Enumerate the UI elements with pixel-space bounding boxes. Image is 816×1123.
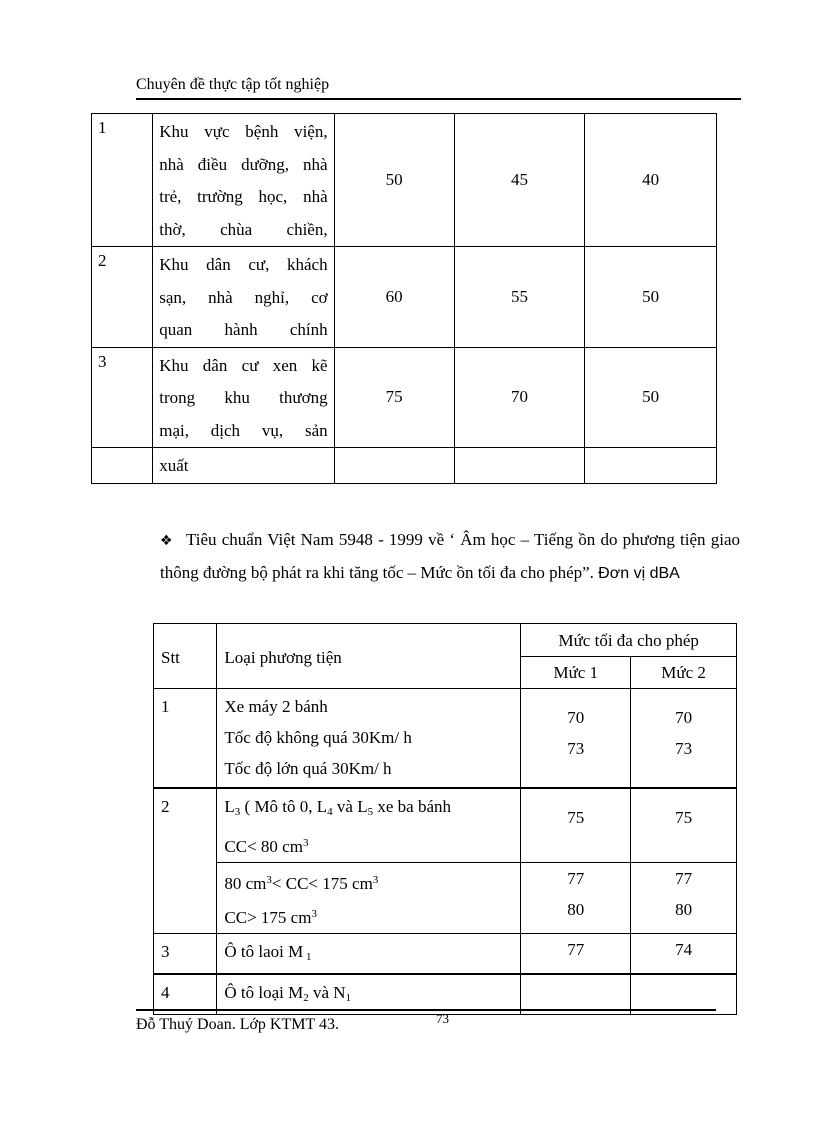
value-cell: 50 (585, 247, 717, 348)
row-number: 3 (154, 933, 217, 974)
bullet-icon: ❖ (160, 533, 173, 549)
row-number: 3 (92, 347, 153, 448)
unit-note: Đơn vị dBA (598, 565, 680, 582)
header-vehicle-type: Loại phương tiện (217, 624, 521, 689)
header-level-2: Mức 2 (631, 657, 737, 689)
row-number: 1 (154, 689, 217, 788)
value-cell (454, 448, 585, 484)
header-rule (136, 98, 741, 100)
level-1-values: 70 73 (521, 689, 631, 788)
page-header: Chuyên đề thực tập tốt nghiệp (136, 76, 330, 93)
value-cell: 55 (454, 247, 585, 348)
vehicle-description: 80 $cm^3< CC< 175$ $cm^3$ CC> 175 $cm^3$ (217, 862, 521, 933)
value-cell: 50 (334, 114, 454, 247)
level-2-value: 75 (631, 788, 737, 863)
level-2-values: 70 73 (631, 689, 737, 788)
value-cell: 45 (454, 114, 585, 247)
header-level-1: Mức 1 (521, 657, 631, 689)
level-2-value (631, 974, 737, 1015)
noise-limit-table-areas (91, 113, 717, 484)
row-number: 2 (92, 247, 153, 348)
vehicle-description: $L_3$ ( Mô tô 0, $L_4$ và $L_5$ xe ba bánh CC< 80 $cm^3$ (217, 788, 521, 863)
level-1-value (521, 974, 631, 1015)
header-stt: Stt (154, 624, 217, 689)
vehicle-description: Xe máy 2 bánh Tốc độ không quá 30Km/ h Tốc độ lớn quá 30Km/ h (217, 689, 521, 788)
level-1-value: 77 (521, 933, 631, 974)
value-cell: 60 (334, 247, 454, 348)
vehicle-description: Ô tô laoi M $_1$ (217, 933, 521, 974)
level-1-value: 75 (521, 788, 631, 863)
value-cell: 75 (334, 347, 454, 448)
value-cell (334, 448, 454, 484)
area-description: Khu vực bệnh viện, nhà điều dưỡng, nhà trẻ, trường học, nhà thờ, chùa chiền, (153, 114, 334, 247)
header-max-allowed: Mức tối đa cho phép (521, 624, 737, 657)
value-cell: 40 (585, 114, 717, 247)
standard-paragraph: ❖ Tiêu chuẩn Việt Nam 5948 - 1999 về ‘ Âm học – Tiếng ồn do phương tiện giao thông đường bộ phát ra khi tăng tốc – Mức ồn tối đa cho phép”. Đơn vị dBA (160, 524, 740, 589)
row-number (92, 448, 153, 484)
area-description: Khu dân cư xen kẽ trong khu thương mại, dịch vụ, sản (153, 347, 334, 448)
area-description: Khu dân cư, khách sạn, nhà nghỉ, cơ quan hành chính (153, 247, 334, 348)
level-1-values: 77 80 (521, 862, 631, 933)
vehicle-description: Ô tô loại $M_2$ và $N_1$ (217, 974, 521, 1015)
vehicle-noise-table (153, 623, 737, 1015)
row-number: 2 (154, 788, 217, 934)
page-number: 73 (436, 1011, 449, 1026)
footer-author: Đỗ Thuý Doan. Lớp KTMT 43. (136, 1016, 339, 1033)
level-2-values: 77 80 (631, 862, 737, 933)
value-cell: 70 (454, 347, 585, 448)
value-cell: 50 (585, 347, 717, 448)
row-number: 4 (154, 974, 217, 1015)
row-number: 1 (92, 114, 153, 247)
level-2-value: 74 (631, 933, 737, 974)
area-description: xuất (153, 448, 334, 484)
footer-rule (136, 1009, 716, 1011)
value-cell (585, 448, 717, 484)
